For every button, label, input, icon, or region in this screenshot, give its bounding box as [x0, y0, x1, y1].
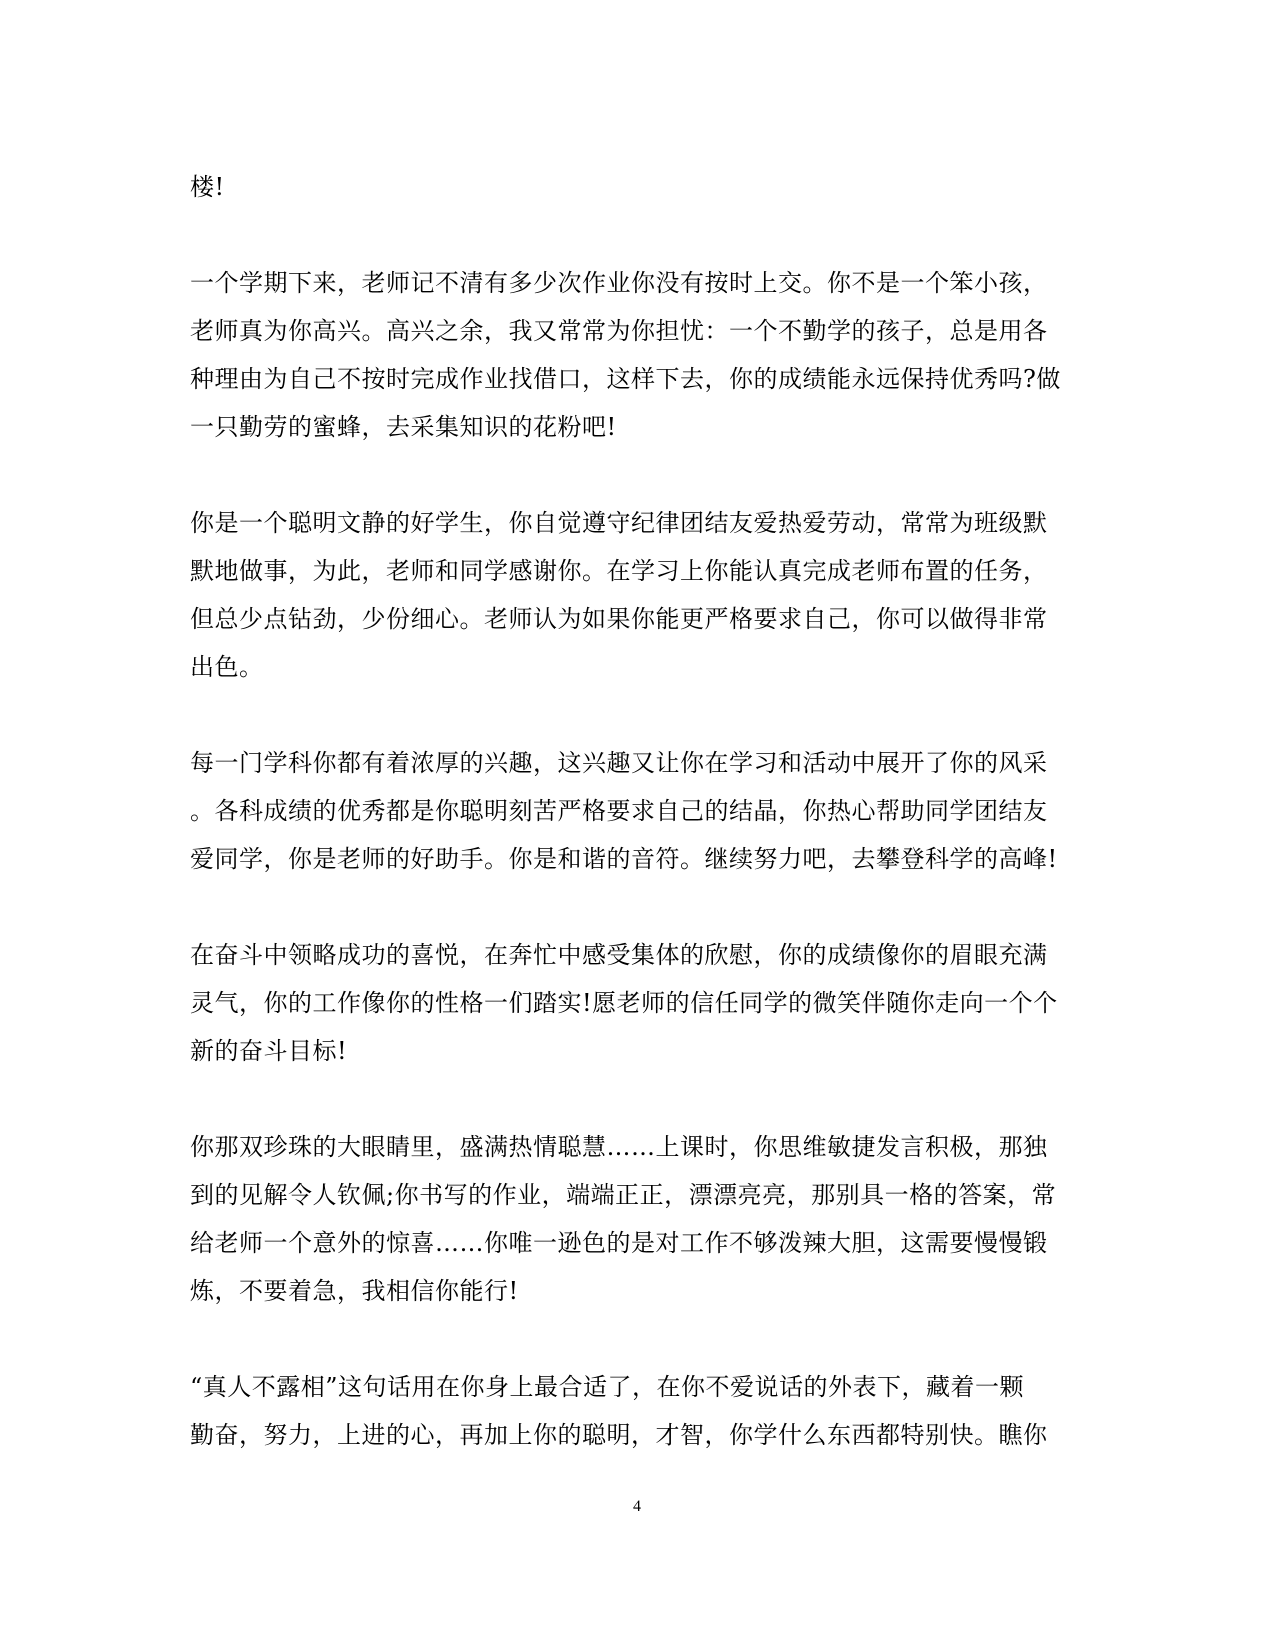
- text-line: 到的见解令人钦佩;你书写的作业，端端正正，漂漂亮亮，那别具一格的答案，常: [190, 1181, 1057, 1209]
- paragraph: [190, 1123, 1090, 1315]
- text-line: 一个学期下来，老师记不清有多少次作业你没有按时上交。你不是一个笨小孩，: [190, 269, 1048, 297]
- paragraph-gap: [190, 883, 1090, 931]
- text-line: “真人不露相”这句话用在你身上最合适了，在你不爱说话的外表下，藏着一颗: [190, 1373, 1025, 1401]
- paragraph: [190, 163, 1090, 211]
- document-body: [190, 163, 1090, 1459]
- text-line: 老师真为你高兴。高兴之余，我又常常为你担忧：一个不勤学的孩子，总是用各: [190, 317, 1048, 345]
- text-line: 你是一个聪明文静的好学生，你自觉遵守纪律团结友爱热爱劳动，常常为班级默: [190, 509, 1048, 537]
- paragraph: [190, 739, 1090, 883]
- text-line: 在奋斗中领略成功的喜悦，在奔忙中感受集体的欣慰，你的成绩像你的眉眼充满: [190, 941, 1048, 969]
- text-line: 但总少点钻劲，少份细心。老师认为如果你能更严格要求自己，你可以做得非常: [190, 605, 1048, 633]
- text-line: 爱同学，你是老师的好助手。你是和谐的音符。继续努力吧，去攀登科学的高峰!: [190, 845, 1058, 873]
- text-line: 默地做事，为此，老师和同学感谢你。在学习上你能认真完成老师布置的任务，: [190, 557, 1048, 585]
- paragraph-gap: [190, 691, 1090, 739]
- paragraph-gap: [190, 211, 1090, 259]
- text-line: 给老师一个意外的惊喜……你唯一逊色的是对工作不够泼辣大胆，这需要慢慢锻: [190, 1229, 1048, 1257]
- paragraph: [190, 1363, 1090, 1459]
- text-line: 炼，不要着急，我相信你能行!: [190, 1277, 519, 1305]
- paragraph: [190, 259, 1090, 451]
- text-line: 灵气，你的工作像你的性格一们踏实!愿老师的信任同学的微笑伴随你走向一个个: [190, 989, 1058, 1017]
- text-line: 每一门学科你都有着浓厚的兴趣，这兴趣又让你在学习和活动中展开了你的风采: [190, 749, 1048, 777]
- text-line: 一只勤劳的蜜蜂，去采集知识的花粉吧!: [190, 413, 617, 441]
- paragraph-gap: [190, 451, 1090, 499]
- text-line: 勤奋，努力，上进的心，再加上你的聪明，才智，你学什么东西都特别快。瞧你: [190, 1421, 1048, 1449]
- text-line: 出色。: [190, 653, 264, 681]
- page-number: 4: [633, 1498, 641, 1515]
- paragraph: [190, 931, 1090, 1075]
- text-line: 楼!: [190, 173, 225, 201]
- text-line: 种理由为自己不按时完成作业找借口，这样下去，你的成绩能永远保持优秀吗?做: [190, 365, 1061, 393]
- paragraph-gap: [190, 1315, 1090, 1363]
- text-line: 。各科成绩的优秀都是你聪明刻苦严格要求自己的结晶，你热心帮助同学团结友: [190, 797, 1048, 825]
- text-line: 新的奋斗目标!: [190, 1037, 348, 1065]
- paragraph: [190, 499, 1090, 691]
- text-line: 你那双珍珠的大眼睛里，盛满热情聪慧……上课时，你思维敏捷发言积极，那独: [190, 1133, 1048, 1161]
- paragraph-gap: [190, 1075, 1090, 1123]
